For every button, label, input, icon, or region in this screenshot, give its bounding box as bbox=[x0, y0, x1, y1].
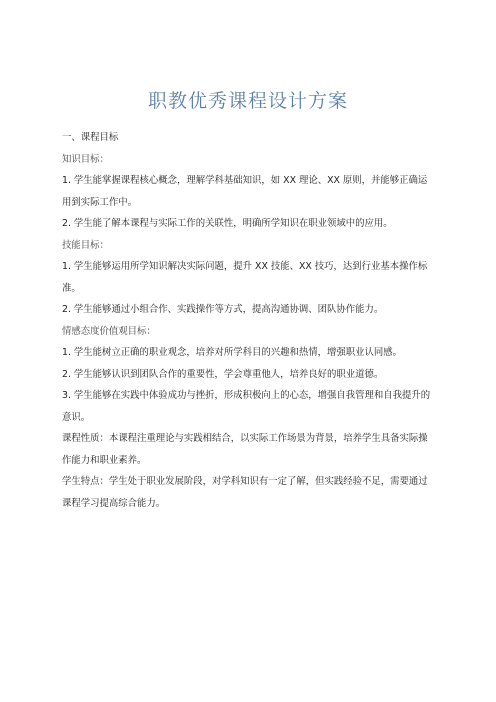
course-nature-paragraph: 课程性质：本课程注重理论与实践相结合，以实际工作场景为背景，培养学生具备实际操作能力和职业素养。 bbox=[62, 433, 428, 466]
skill-goal-2: 2. 学生能够通过小组合作、实践操作等方式，提高沟通协调、团队协作能力。 bbox=[62, 304, 384, 315]
skill-goal-1: 1. 学生能够运用所学知识解决实际问题，提升 XX 技能、XX 技巧，达到行业基本操作标准。 bbox=[62, 261, 428, 294]
emotion-goals-heading: 情感态度价值观目标： bbox=[62, 325, 156, 337]
section-heading-course-goals: 一、课程目标 bbox=[62, 132, 119, 143]
document-body bbox=[62, 127, 434, 514]
student-traits-paragraph: 学生特点：学生处于职业发展阶段，对学科知识有一定了解，但实践经验不足，需要通过课程学习提高综合能力。 bbox=[62, 476, 428, 509]
document-title: 职教优秀课程设计方案 bbox=[147, 90, 348, 112]
knowledge-goal-2: 2. 学生能了解本课程与实际工作的关联性，明确所学知识在职业领域中的应用。 bbox=[62, 218, 393, 229]
knowledge-goal-1: 1. 学生能掌握课程核心概念，理解学科基础知识，如 XX 理论、XX 原则，并能够正确运用到实际工作中。 bbox=[62, 175, 428, 208]
skill-goals-heading: 技能目标： bbox=[62, 239, 109, 251]
knowledge-goals-heading: 知识目标： bbox=[62, 153, 109, 165]
emotion-goal-3: 3. 学生能够在实践中体验成功与挫折，形成积极向上的心态，增强自我管理和自我提升的意识。 bbox=[62, 390, 431, 423]
emotion-goal-2: 2. 学生能够认识到团队合作的重要性，学会尊重他人，培养良好的职业道德。 bbox=[62, 368, 384, 380]
emotion-goal-1: 1. 学生能树立正确的职业观念，培养对所学科目的兴趣和热情，增强职业认同感。 bbox=[62, 347, 403, 358]
